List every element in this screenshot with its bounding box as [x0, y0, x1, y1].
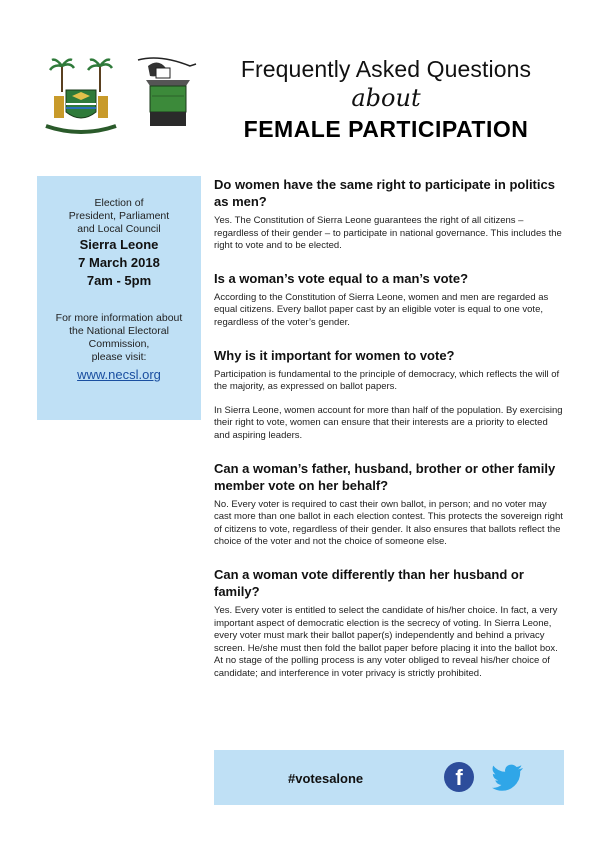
faq-answer-4: No. Every voter is required to cast their own ballot, in person; and no voter may cast more than one ballot in each election contest. This protects the sovereign right of citizens to vote, regardless of their gender. It also ensures that ballots reflect the choice of the voter and not the choice of someone else.	[214, 498, 563, 548]
twitter-icon[interactable]	[492, 764, 524, 792]
page-title-line1: Frequently Asked Questions	[240, 56, 532, 82]
sidebar-hours: 7am - 5pm	[86, 273, 152, 288]
sidebar-info2: the National Electoral	[69, 325, 169, 337]
sidebar-info4: please visit:	[91, 351, 147, 363]
header	[0, 0, 595, 160]
faq-question-4: Can a woman’s father, husband, brother or other family member vote on her behalf?	[214, 460, 556, 493]
sidebar-date: 7 March 2018	[78, 255, 160, 270]
sidebar-info1: For more information about	[55, 312, 183, 324]
page-title-line3: FEMALE PARTICIPATION	[243, 116, 529, 142]
sidebar-line1: Election of	[94, 197, 144, 209]
coat-of-arms-logo	[38, 56, 124, 136]
faq-answer-2: According to the Constitution of Sierra Leone, women and men are regarded as equal citizens. Every ballot paper cast by an eligible voter is equal to one vote, regardless of the voter’s gender.	[214, 291, 549, 328]
sidebar-line3: and Local Council	[77, 223, 161, 235]
sidebar-info3: Commission,	[88, 338, 150, 350]
faq-question-1: Do women have the same right to participate in politics as men?	[214, 177, 555, 209]
faq-answer-1: Yes. The Constitution of Sierra Leone guarantees the right of all citizens – regardless of their gender – to participate in national governance. This includes the right to vote and to be elected.	[214, 215, 562, 252]
faq-answer-5: Yes. Every voter is entitled to select the candidate of his/her choice. In fact, a very important aspect of democratic election is the secrecy of voting. In Sierra Leone, every voter must mark their ballot paper(s) independently and behind a privacy screen. He/she must then fold the ballot paper before placing it into the ballot box. At no stage of the polling process is any voter obliged to reveal his/her choice of candidate; and interference in voter privacy is strictly prohibited.	[214, 604, 558, 679]
page-title-line2: about	[351, 84, 421, 112]
faq-question-5: Can a woman vote differently than her husband or family?	[214, 566, 524, 599]
sidebar-country: Sierra Leone	[79, 237, 159, 252]
faq-answer-3a: Participation is fundamental to the principle of democracy, which reflects the will of the majority, as expressed on ballot papers.	[214, 368, 560, 393]
sidebar-line2: President, Parliament	[68, 210, 170, 222]
faq-content	[214, 176, 564, 680]
faq-question-2: Is a woman’s vote equal to a man’s vote?	[214, 270, 469, 286]
votesalone-hashtag: #votesalone	[288, 771, 364, 786]
ballot-box-logo	[130, 56, 202, 132]
necsl-website-link[interactable]: www.necsl.org	[77, 367, 161, 382]
election-info-sidebar	[37, 176, 201, 420]
footer-banner	[214, 750, 564, 805]
faq-answer-3b: In Sierra Leone, women account for more than half of the population. By exercising their right to vote, women can ensure that their interests are a priority to elected and aspiring leaders.	[214, 404, 563, 441]
faq-question-3: Why is it important for women to vote?	[214, 347, 455, 363]
facebook-icon[interactable]: f	[444, 762, 474, 792]
